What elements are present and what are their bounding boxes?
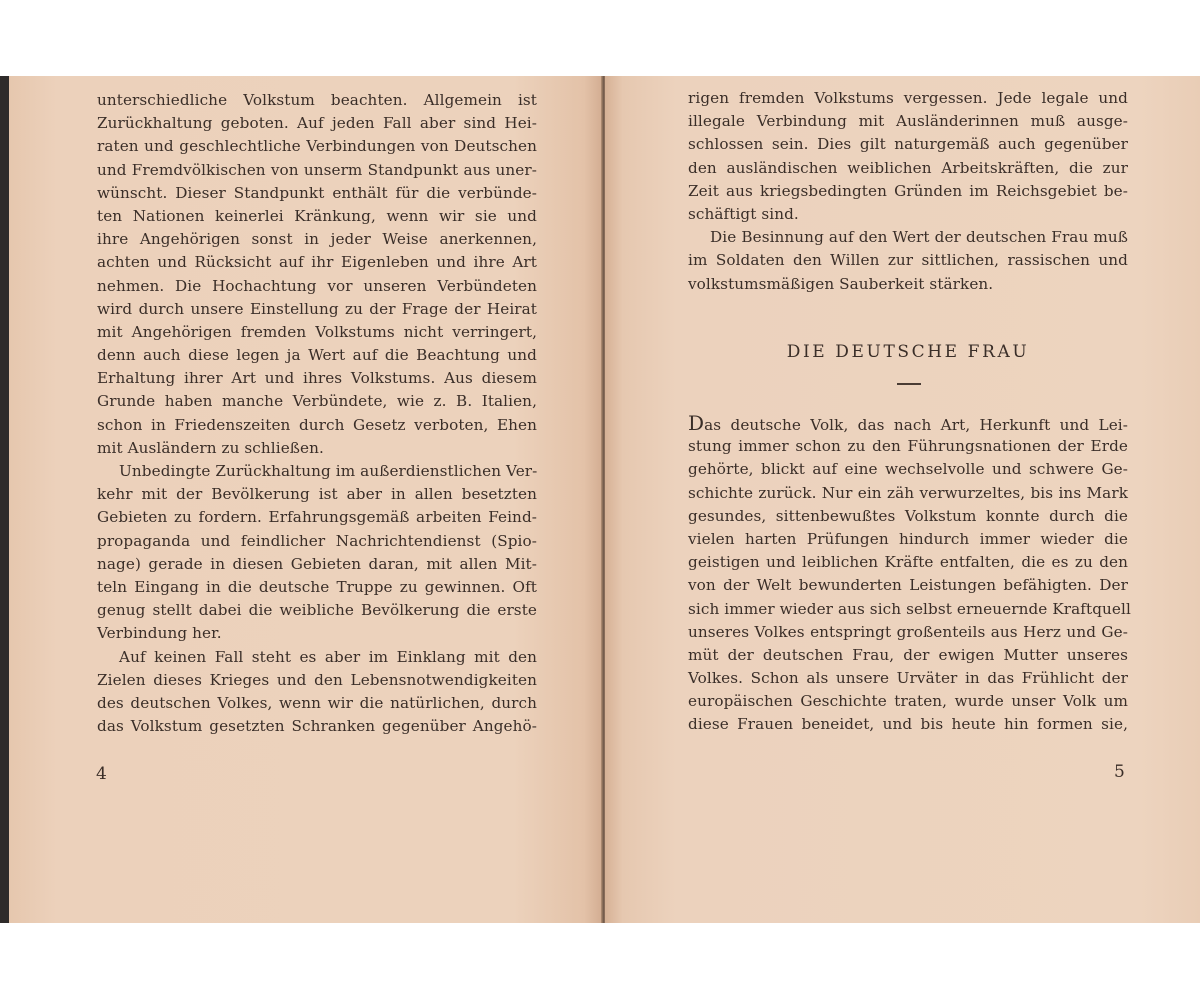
text-line: illegale Verbindung mit Ausländerinnen muß ausge- — [688, 112, 1128, 131]
text-line: volkstumsmäßigen Sauberkeit stärken. — [688, 274, 994, 293]
text-line: Erhaltung ihrer Art und ihres Volkstums. Aus diesem — [97, 369, 537, 388]
text-line: schäftigt sind. — [688, 204, 799, 223]
text-line: wird durch unsere Einstellung zu der Frage der Heirat — [97, 299, 537, 318]
text-line: propaganda und feindlicher Nachrichtendienst (Spio- — [97, 531, 537, 550]
text-line: achten und Rücksicht auf ihr Eigenleben und ihre Art — [97, 253, 537, 272]
text-line-rest: as deutsche Volk, das nach Art, Herkunft und Lei- — [704, 416, 1128, 434]
text-line: genug stellt dabei die weibliche Bevölkerung die erste — [97, 601, 537, 620]
page-number-left: 4 — [96, 764, 107, 784]
text-line: Gebieten zu fordern. Erfahrungsgemäß arbeiten Feind- — [97, 508, 537, 527]
text-line: unterschiedliche Volkstum beachten. Allgemein ist — [97, 91, 537, 109]
text-line: schichte zurück. Nur ein zäh verwurzeltes, bis ins Mark — [688, 483, 1128, 502]
text-line: sich immer wieder aus sich selbst erneuernde Kraftquell — [688, 599, 1131, 618]
text-line: kehr mit der Bevölkerung ist aber in allen besetzten — [97, 485, 537, 504]
text-line: unseres Volkes entspringt großenteils aus Herz und Ge- — [688, 622, 1128, 641]
text-line: Zielen dieses Krieges und den Lebensnotwendigkeiten — [97, 670, 537, 689]
text-line: Zeit aus kriegsbedingten Gründen im Reichsgebiet be- — [688, 181, 1128, 200]
text-line — [688, 412, 1128, 435]
chapter-heading: DIE DEUTSCHE FRAU — [786, 342, 1030, 362]
text-line: schon in Friedenszeiten durch Gesetz verboten, Ehen — [97, 415, 537, 434]
text-line: gehörte, blickt auf eine wechselvolle und schwere Ge- — [688, 460, 1128, 479]
right-page-body-bottom — [688, 411, 1131, 737]
text-line: Grunde haben manche Verbündete, wie z. B. Italien, — [97, 392, 537, 411]
text-line: vielen harten Prüfungen hindurch immer wieder die — [688, 529, 1128, 548]
text-line: Zurückhaltung geboten. Auf jeden Fall aber sind Hei- — [97, 114, 537, 133]
left-page-body — [97, 89, 537, 738]
text-line: im Soldaten den Willen zur sittlichen, rassischen und — [688, 251, 1128, 270]
text-line: gesundes, sittenbewußtes Volkstum konnte durch die — [688, 506, 1128, 525]
text-line: Die Besinnung auf den Wert der deutschen Frau muß — [710, 228, 1128, 247]
text-line: Volkes. Schon als unsere Urväter in das Frühlicht der — [688, 669, 1128, 688]
text-line: diese Frauen beneidet, und bis heute hin formen sie, — [688, 715, 1128, 734]
text-line: den ausländischen weiblichen Arbeitskräften, die zur — [688, 158, 1128, 177]
text-line: und Fremdvölkischen von unserm Standpunkt aus uner- — [97, 160, 537, 179]
text-line: Unbedingte Zurückhaltung im außerdienstlichen Ver- — [119, 462, 538, 480]
text-line: europäischen Geschichte traten, wurde unser Volk um — [688, 692, 1128, 711]
text-line: Verbindung her. — [97, 624, 222, 643]
text-line: ihre Angehörigen sonst in jeder Weise anerkennen, — [97, 230, 537, 249]
text-line: nehmen. Die Hochachtung vor unseren Verbündeten — [97, 276, 537, 295]
text-line: müt der deutschen Frau, der ewigen Mutter unseres — [688, 645, 1128, 664]
text-line: nage) gerade in diesen Gebieten daran, mit allen Mit- — [97, 554, 537, 573]
text-line: Auf keinen Fall steht es aber im Einklang mit den — [119, 647, 537, 666]
initial-letter: D — [688, 411, 705, 435]
text-line: wünscht. Dieser Standpunkt enthält für die verbünde- — [97, 183, 537, 202]
text-line: des deutschen Volkes, wenn wir die natürlichen, durch — [97, 693, 537, 712]
text-line: raten und geschlechtliche Verbindungen von Deutschen — [97, 137, 537, 156]
text-line: rigen fremden Volkstums vergessen. Jede legale und — [688, 89, 1128, 107]
text-line: ten Nationen keinerlei Kränkung, wenn wir sie und — [97, 206, 537, 225]
text-line: mit Ausländern zu schließen. — [97, 438, 324, 457]
text-line: geistigen und leiblichen Kräfte entfalten, die es zu den — [688, 553, 1128, 572]
text-line: schlossen sein. Dies gilt naturgemäß auch gegenüber — [688, 135, 1128, 154]
text-line: von der Welt bewunderten Leistungen befähigten. Der — [688, 576, 1128, 595]
page-number-right: 5 — [1114, 762, 1125, 782]
text-line: stung immer schon zu den Führungsnationen der Erde — [688, 437, 1128, 456]
text-line: das Volkstum gesetzten Schranken gegenüber Angehö- — [97, 717, 537, 736]
text-line: teln Eingang in die deutsche Truppe zu gewinnen. Oft — [97, 577, 537, 596]
text-line: mit Angehörigen fremden Volkstums nicht verringert, — [97, 322, 537, 341]
text-line: denn auch diese legen ja Wert auf die Beachtung und — [97, 346, 537, 365]
right-page-body-top — [688, 87, 1128, 296]
heading-divider — [897, 383, 921, 385]
